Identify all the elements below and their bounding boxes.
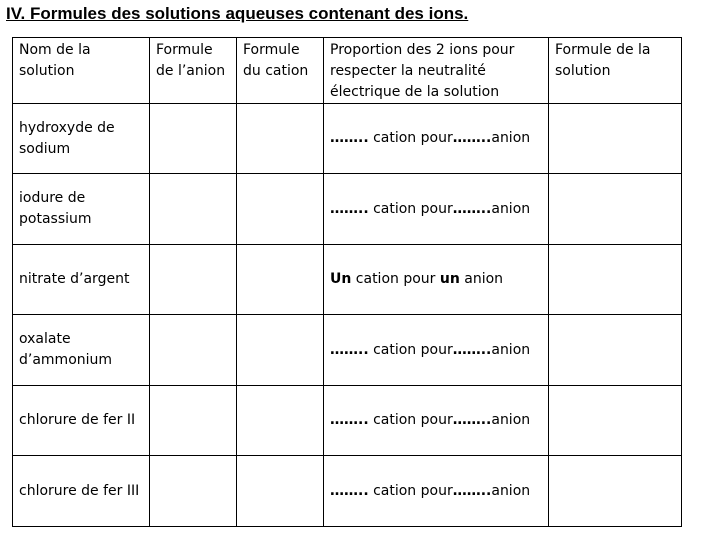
- proportion-prefix: ……..: [330, 482, 369, 499]
- proportion-mid: cation pour: [368, 341, 453, 358]
- proportion-prefix: Un: [330, 271, 352, 287]
- proportion-cell: [324, 456, 549, 527]
- anion-formula-cell[interactable]: [150, 386, 237, 456]
- proportion-fill: ……..: [452, 200, 492, 217]
- header-proportion-line: Proportion des 2 ions pour: [330, 42, 515, 58]
- proportion-suffix: anion: [491, 482, 531, 499]
- solution-name-cell: [13, 245, 150, 315]
- solution-name-line: nitrate d’argent: [19, 271, 130, 287]
- header-row: [13, 38, 682, 104]
- solution-name-line: potassium: [19, 211, 92, 227]
- proportion-prefix: ……..: [330, 130, 369, 146]
- header-cell-formula: [549, 38, 682, 104]
- header-cell-proportion: [324, 38, 549, 104]
- cation-formula-cell[interactable]: [237, 245, 324, 315]
- header-cell-cation: [237, 38, 324, 104]
- proportion-suffix: anion: [491, 130, 531, 146]
- solution-formula-cell[interactable]: [549, 386, 682, 456]
- proportion-cell: [324, 386, 549, 456]
- solution-name-cell: [13, 104, 150, 174]
- table-row: [13, 386, 682, 456]
- solution-formula-cell[interactable]: [549, 456, 682, 527]
- cation-formula-cell[interactable]: [237, 174, 324, 245]
- proportion-mid: cation pour: [368, 200, 453, 217]
- header-formula-line: Formule de la: [555, 42, 651, 58]
- cation-formula-cell[interactable]: [237, 386, 324, 456]
- header-cell-name: [13, 38, 150, 104]
- table-row: [13, 315, 682, 386]
- solution-name-line: iodure de: [19, 190, 86, 206]
- proportion-mid: cation pour: [351, 271, 440, 287]
- proportion-suffix: anion: [491, 200, 531, 217]
- header-cation-line: du cation: [243, 63, 309, 79]
- anion-formula-cell[interactable]: [150, 104, 237, 174]
- cation-formula-cell[interactable]: [237, 456, 324, 527]
- solution-name-line: d’ammonium: [19, 352, 113, 368]
- solution-name-cell: [13, 456, 150, 527]
- proportion-prefix: ……..: [330, 200, 369, 217]
- proportion-mid: cation pour: [368, 412, 453, 428]
- proportion-suffix: anion: [459, 271, 504, 287]
- table-row: [13, 456, 682, 527]
- proportion-fill: un: [439, 271, 460, 287]
- table-row: [13, 104, 682, 174]
- proportion-fill: ……..: [452, 130, 492, 146]
- proportion-cell: [324, 315, 549, 386]
- header-anion-line: Formule: [156, 42, 213, 58]
- solution-formula-cell[interactable]: [549, 104, 682, 174]
- table-row: [13, 245, 682, 315]
- page-title: IV. Formules des solutions aqueuses contenant des ions.: [6, 4, 469, 23]
- proportion-mid: cation pour: [368, 130, 453, 146]
- solution-name-cell: [13, 174, 150, 245]
- anion-formula-cell[interactable]: [150, 315, 237, 386]
- cation-formula-cell[interactable]: [237, 104, 324, 174]
- proportion-cell: [324, 245, 549, 315]
- solutions-table: [12, 37, 682, 527]
- anion-formula-cell[interactable]: [150, 245, 237, 315]
- proportion-fill: ……..: [452, 341, 492, 358]
- solution-name-line: chlorure de fer III: [19, 482, 140, 499]
- solution-name-line: chlorure de fer II: [19, 412, 136, 428]
- proportion-fill: ……..: [452, 412, 492, 428]
- header-name-line: solution: [19, 63, 75, 79]
- proportion-suffix: anion: [491, 412, 531, 428]
- anion-formula-cell[interactable]: [150, 174, 237, 245]
- proportion-prefix: ……..: [330, 341, 369, 358]
- proportion-cell: [324, 174, 549, 245]
- proportion-mid: cation pour: [368, 482, 453, 499]
- anion-formula-cell[interactable]: [150, 456, 237, 527]
- solution-formula-cell[interactable]: [549, 315, 682, 386]
- solution-name-line: oxalate: [19, 331, 71, 347]
- header-anion-line: de l’anion: [156, 63, 226, 79]
- solution-name-cell: [13, 386, 150, 456]
- cation-formula-cell[interactable]: [237, 315, 324, 386]
- proportion-suffix: anion: [491, 341, 531, 358]
- header-cell-anion: [150, 38, 237, 104]
- header-name-line: Nom de la: [19, 42, 91, 58]
- proportion-cell: [324, 104, 549, 174]
- proportion-fill: ……..: [452, 482, 492, 499]
- solution-name-cell: [13, 315, 150, 386]
- header-proportion-line: respecter la neutralité: [330, 63, 486, 79]
- solution-formula-cell[interactable]: [549, 174, 682, 245]
- proportion-prefix: ……..: [330, 412, 369, 428]
- header-cation-line: Formule: [243, 42, 300, 58]
- solution-name-line: sodium: [19, 140, 71, 157]
- solution-formula-cell[interactable]: [549, 245, 682, 315]
- solution-name-line: hydroxyde de: [19, 119, 115, 136]
- table-row: [13, 174, 682, 245]
- header-proportion-line: électrique de la solution: [330, 84, 500, 100]
- header-formula-line: solution: [555, 63, 611, 79]
